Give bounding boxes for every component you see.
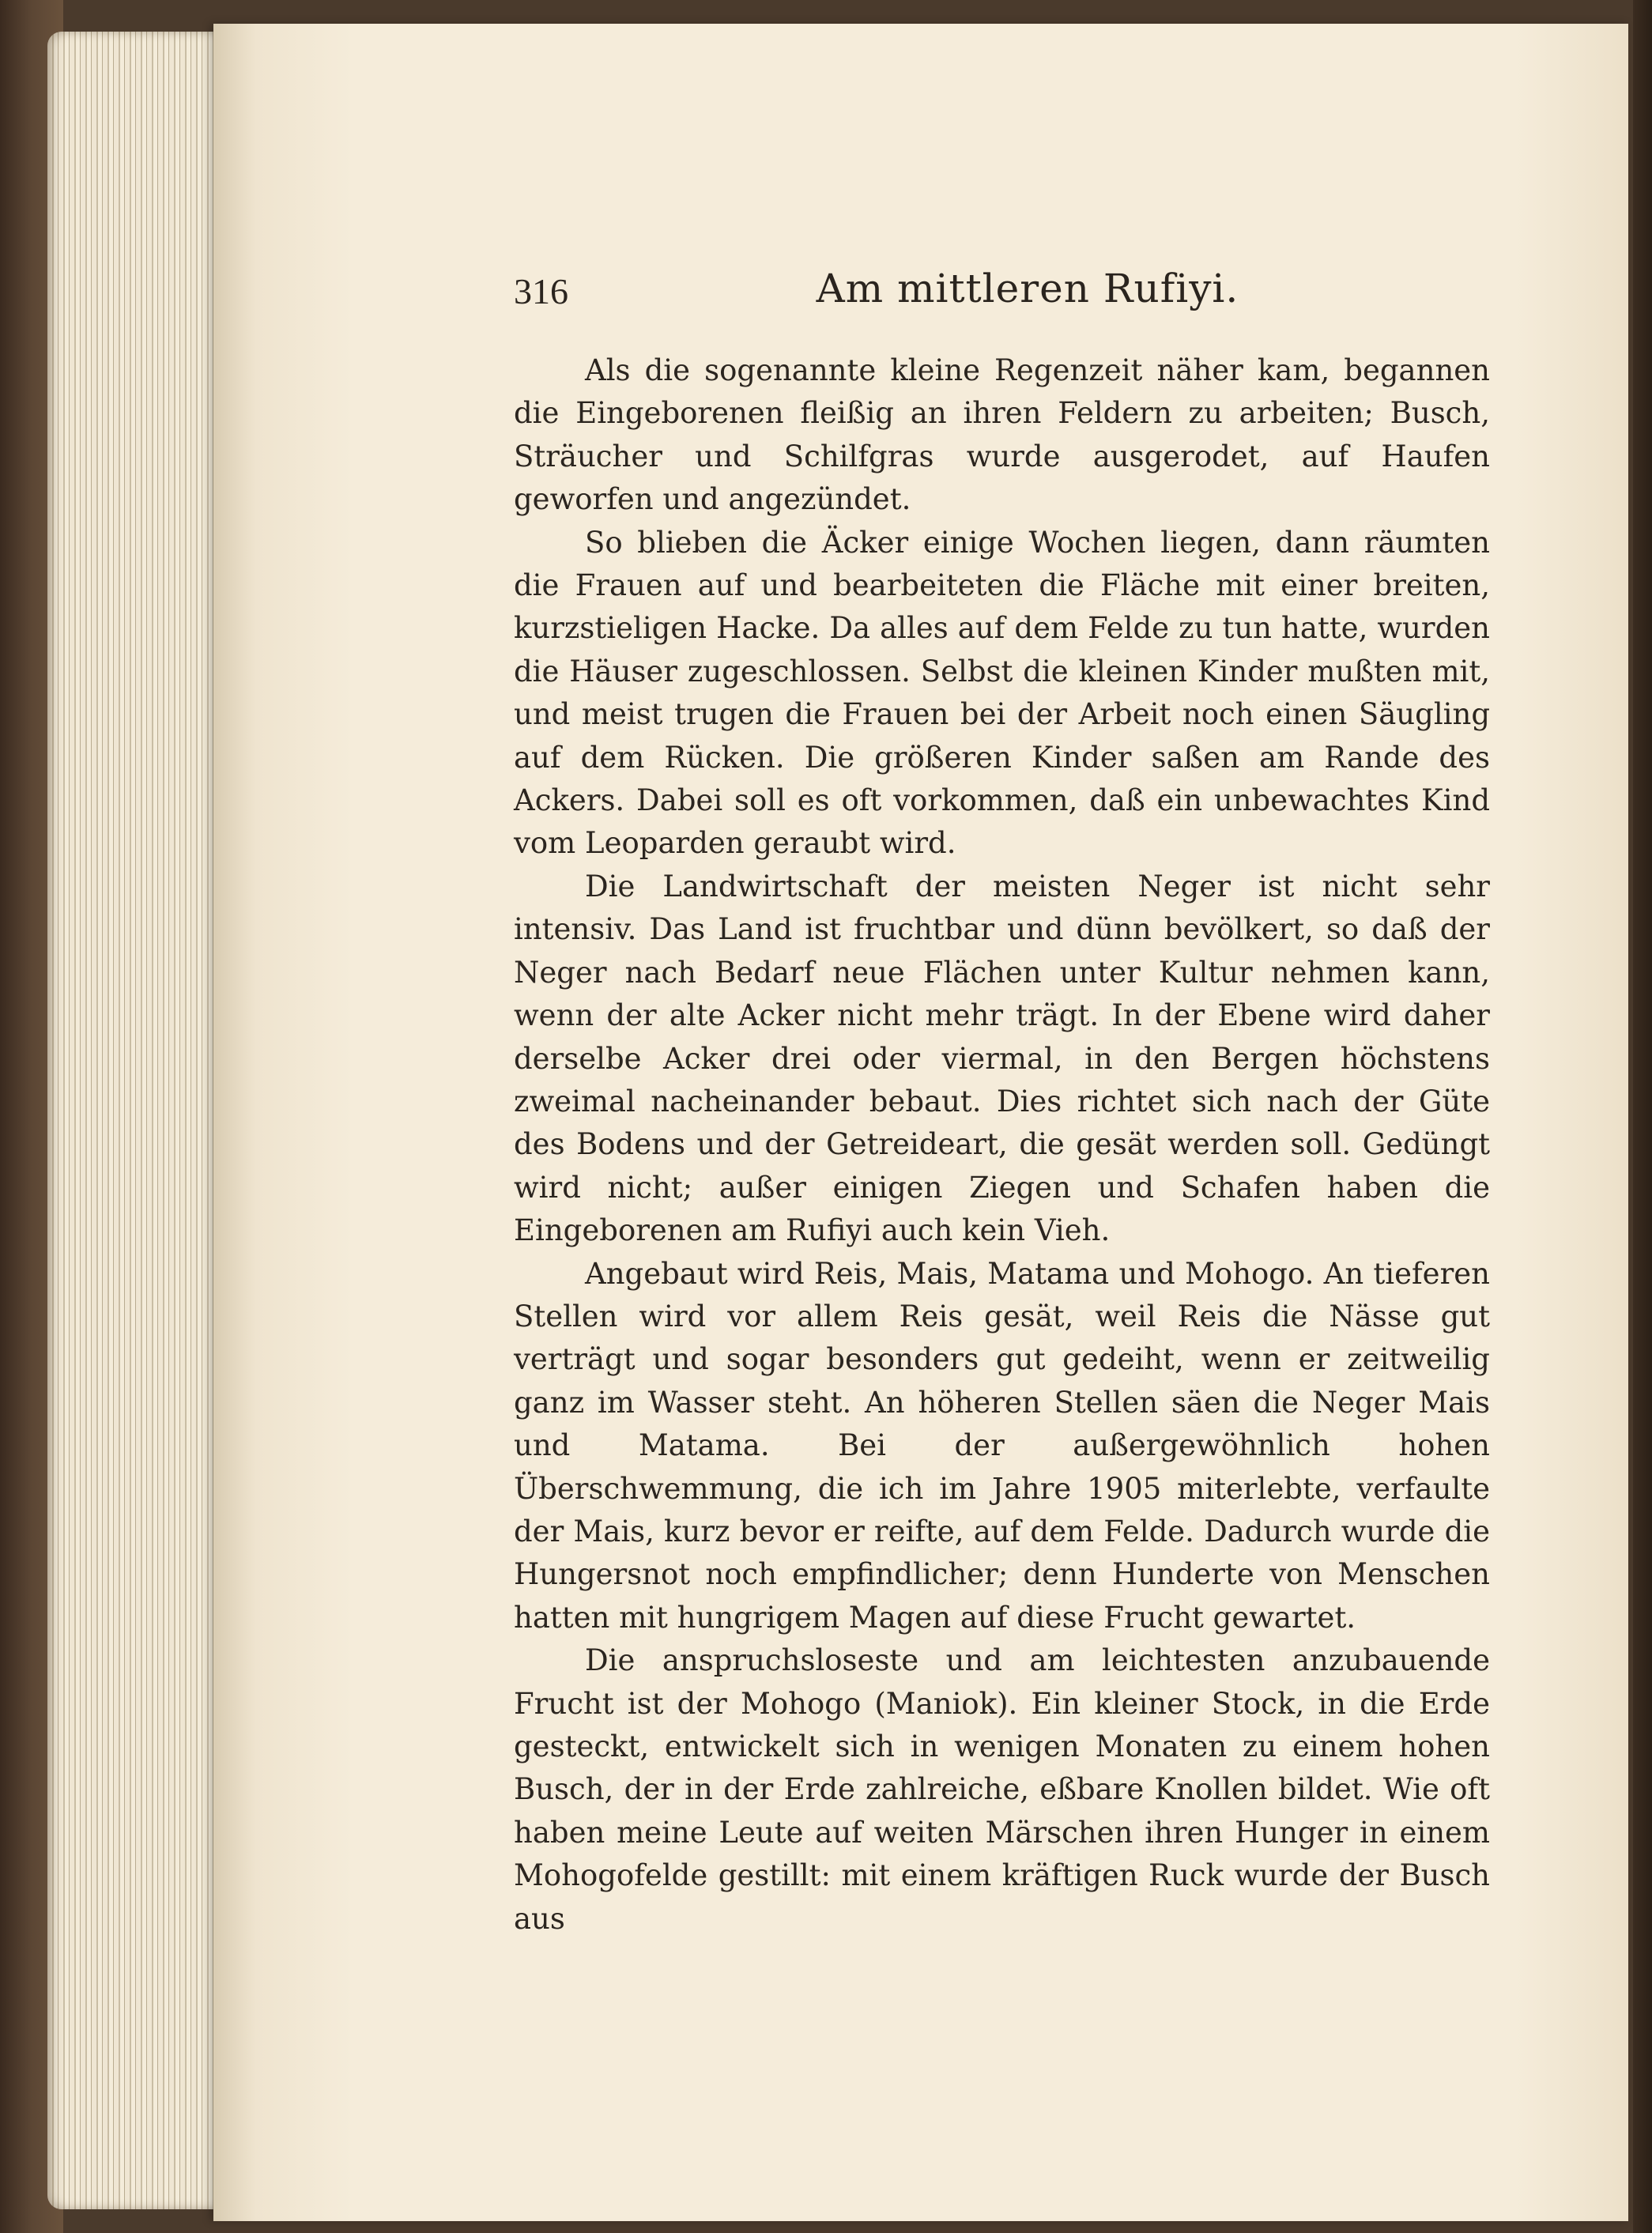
- paragraph: Die Landwirtschaft der meisten Neger ist nicht sehr intensiv. Das Land ist fruchtbar und dünn bevölkert, so daß der Neger nach Bedarf neue Flächen unter Kultur nehmen kann, wenn der alte Acker nicht mehr trägt. In der Ebene wird daher derselbe Acker drei oder viermal, in den Bergen höchstens zweimal nacheinander bebaut. Dies richtet sich nach der Güte des Bodens und der Getreideart, die gesät werden soll. Gedüngt wird nicht; außer einigen Ziegen und Schafen haben die Eingeborenen am Rufiyi auch kein Vieh.: [514, 869, 1490, 1248]
- paragraph: Angebaut wird Reis, Mais, Matama und Mohogo. An tieferen Stellen wird vor allem Reis gesät, weil Reis die Nässe gut verträgt und sogar besonders gut gedeiht, wenn er zeitweilig ganz im Wasser steht. An höheren Stellen säen die Neger Mais und Matama. Bei der außergewöhnlich hohen Überschwemmung, die ich im Jahre 1905 miterlebte, verfaulte der Mais, kurz bevor er reifte, auf dem Felde. Dadurch wurde die Hungersnot noch empfindlicher; denn Hunderte von Menschen hatten mit hungrigem Magen auf diese Frucht gewartet.: [514, 1256, 1490, 1635]
- paragraph: So blieben die Äcker einige Wochen liegen, dann räumten die Frauen auf und bearbeiteten die Fläche mit einer breiten, kurzstieligen Hacke. Da alles auf dem Felde zu tun hatte, wurden die Häuser zugeschlossen. Selbst die kleinen Kinder mußten mit, und meist trugen die Frauen bei der Arbeit noch einen Säugling auf dem Rücken. Die größeren Kinder saßen am Rande des Ackers. Dabei soll es oft vorkommen, daß ein unbewachtes Kind vom Leoparden geraubt wird.: [514, 525, 1490, 861]
- page-header: [514, 266, 1490, 326]
- body-text: [514, 349, 1490, 1941]
- paragraph: Als die sogenannte kleine Regenzeit näher kam, begannen die Eingeborenen fleißig an ihren Feldern zu arbeiten; Busch, Sträucher und Schilfgras wurde ausgerodet, auf Haufen geworfen und angezündet.: [514, 353, 1490, 517]
- book-spine-edge: [1633, 0, 1652, 2233]
- running-title: Am mittleren Rufiyi.: [816, 266, 1239, 311]
- page-edges: [47, 32, 229, 2209]
- paragraph: Die anspruchsloseste und am leichtesten anzubauende Frucht ist der Mohogo (Maniok). Ein kleiner Stock, in die Erde gesteckt, entwickelt sich in wenigen Monaten zu einem hohen Busch, der in der Erde zahlreiche, eßbare Knollen bildet. Wie oft haben meine Leute auf weiten Märschen ihren Hunger in einem Mohogofelde gestillt: mit einem kräftigen Ruck wurde der Busch aus: [514, 1643, 1490, 1936]
- page-number: 316: [514, 271, 568, 311]
